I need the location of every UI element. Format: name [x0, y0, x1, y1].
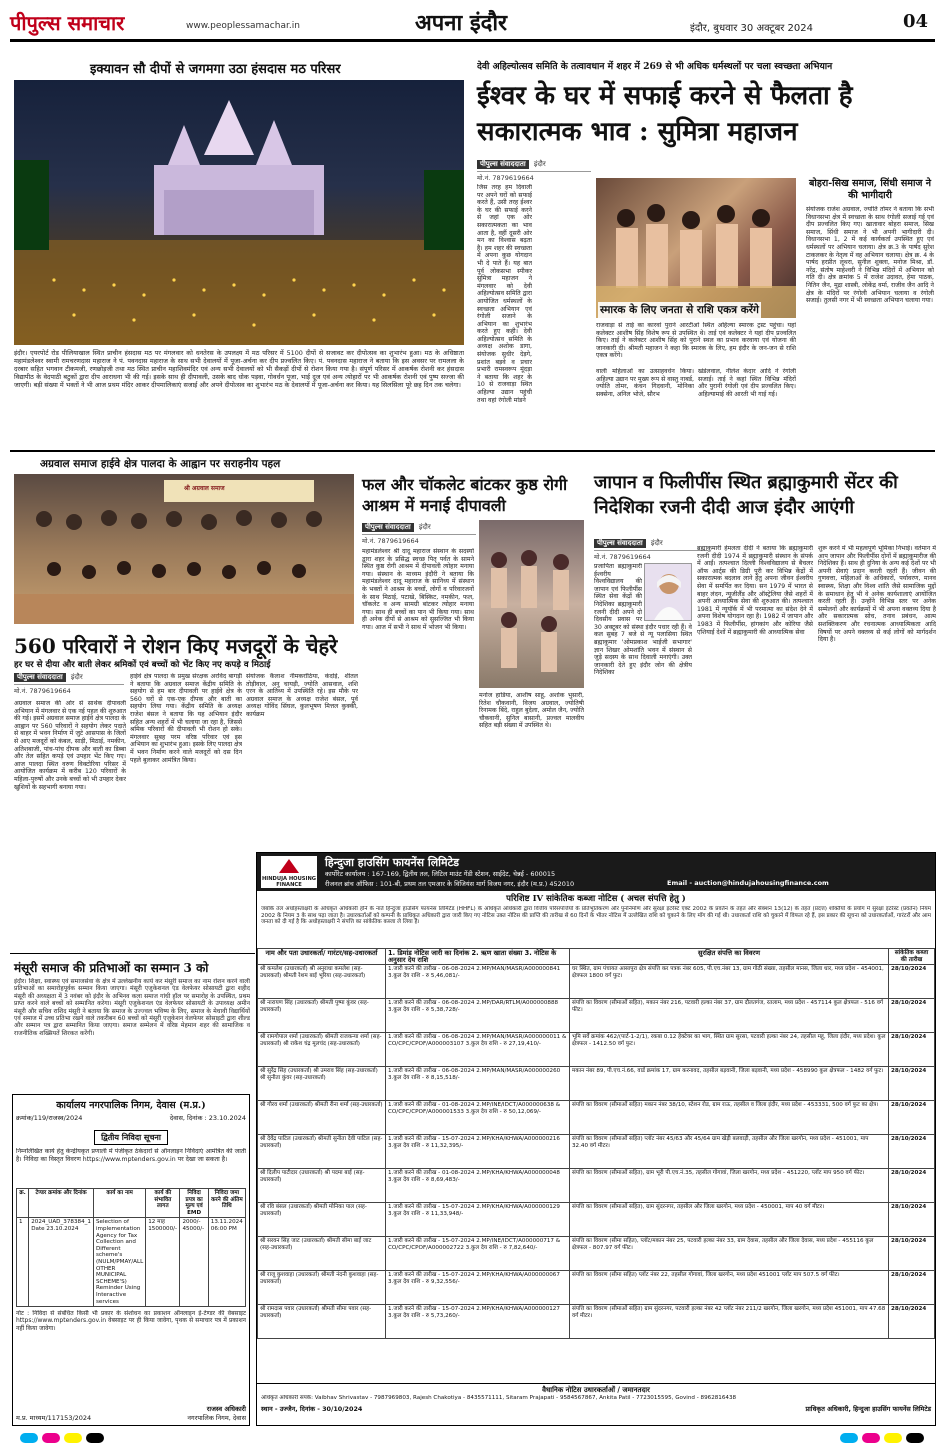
- notice-footer: [257, 1383, 935, 1425]
- agrawal-photo: [14, 474, 354, 624]
- temple-illustration: [14, 80, 464, 345]
- dateline: इंदौर, बुधवार 30 अक्टूबर 2024: [690, 23, 813, 34]
- notice-loan: 1.जारी करने की तारीख - 15-07-2024 2.MP/INE/IDCT/A000000717 & CO/CPC/CPOF/A000002722 3.कुल देय राशि - रु 7,82,640/-: [386, 1237, 570, 1271]
- byline-city: इंदौर: [533, 160, 546, 168]
- story3-kicker: अग्रवाल समाज हाईवे क्षेत्र पालदा के आह्वान पर सराहनीय पहल: [40, 458, 281, 470]
- tender-note: नोट : निविदा से संबंधित किसी भी प्रकार के संशोधन का प्रकाशन ऑनलाइन ई-टेण्डर की वेबसाइट https://www.mptenders.gov.in वेबसाइट पर ही किया जावेगा, पृथक से समाचार पत्र में प्रकाशन नहीं किया जावेगा।: [16, 1310, 246, 1332]
- tender-th: कार्य की संभावित लागत: [146, 1189, 180, 1218]
- tender-cell: 2024_UAD_378384_1 Date 23.10.2024: [29, 1218, 94, 1307]
- notice-reg-office: कार्पोरेट कार्यालय : 167-169, द्वितीय तल, लिटिल माउंट गेंडी स्टेशन, साईदेट, चेन्नई - 600015: [325, 870, 556, 878]
- table-row: [258, 1067, 935, 1101]
- story5-col2: ब्रह्माकुमारी हेमलता दीदी ने बताया कि ब्रह्माकुमारी रजनी दीदी 1974 में ब्रह्माकुमारी संस्थान के संपर्क में आईं। तत्पश्चात दिल्ली विश्वविद्यालय से बैचलर ऑफ आर्ट्स की डिग्री पूरी कर विभिन्न केंद्रों में सकारात्मक बदलाव लाने हेतु अपना जीवन ईश्वरीय सेवा में समर्पित कर दिया। सन 1979 में भारत से बाहर लंदन, न्यूजीलैंड और ऑस्ट्रेलिया जैसे शहरों में अपनी आध्यात्मिक सेवा की शुरुआत की। तत्पश्चात 1981 में न्यूयॉर्क में भी परमात्मा का संदेश देने में अपना विशेष योगदान रहा है। 1982 में जापान और 1983 में फिलीपींस, हांगकांग और कोरिया जैसे एशियाई देशों में ब्रह्माकुमारी की आध्यात्मिक सेवा: [697, 545, 813, 636]
- table-row: [258, 965, 935, 999]
- notice-loan: 1.जारी करने की तारीख - 01-08-2024 2.MP/KHA/KHWA/A000000048 3.कुल देय राशि - रु 8,69,483/-: [386, 1169, 570, 1203]
- story2-headline: ईश्वर के घर में सफाई करने से फैलता है सकारात्मक भाव : सुमित्रा महाजन: [477, 81, 853, 147]
- notice-loan: 1.जारी करने की तारीख - 15-07-2024 2.MP/KHA/KHWA/A000000216 3.कुल देय राशि - रु 11,32,395/-: [386, 1135, 570, 1169]
- notice-date: 28/10/2024: [889, 1033, 935, 1067]
- story2-byline: [477, 160, 591, 182]
- crowd-illustration: [596, 178, 796, 318]
- byline-tag: पीपुल्स संवाददाता: [477, 160, 529, 169]
- notice-email[interactable]: Email - auction@hindujahousingfinance.com: [667, 879, 829, 887]
- tender-footer: [16, 1404, 246, 1422]
- story5-byline: [594, 539, 708, 561]
- hinduja-logo: [261, 856, 317, 888]
- notice-names: श्री रामगोपाल शर्मा (उधारकर्ता) श्रीमती राजकन्या शर्मा (सह-उधारकर्ता) श्री राकेश चंद्र मूलचंद (सह-उधारकर्ता): [258, 1033, 386, 1067]
- notice-footer-label: वैधानिक नोटिस उधारकर्ताओं / जमानतदार: [542, 1385, 650, 1394]
- tender-th: निविदा प्रपत्र का मूल्य एवं EMD: [180, 1189, 208, 1218]
- notice-footer-row: [261, 1404, 931, 1413]
- group-illustration: [14, 474, 354, 624]
- tender-ref-date: देवास, दिनांक : 23.10.2024: [169, 1114, 246, 1122]
- notice-date: 28/10/2024: [889, 1169, 935, 1203]
- story5-col3: शुरू करने में भी महत्वपूर्ण भूमिका निभाई। वर्तमान में आप जापान और फिलीपींस दोनों में ब्रह्माकुमारीज की निदेशिका हैं। साथ ही दुनिया के अन्य कई देशों पर भी अपनी सेवाएं प्रदान करती रहती हैं। जीवन की गुणवत्ता, महिलाओं के अधिकारों, पर्यावरण, मानव स्वास्थ्य, शिक्षा और विश्व शांति जैसे सामाजिक मुद्दों के समाधान हेतु भी वे अनेक कार्यशालाएं आयोजित करती रहती हैं। उन्होंने विभिन्न स्तर पर अनेक सम्मेलनों और कार्यक्रमों में भी अपना वक्तव्य दिया है और सकारात्मक सोच, तनाव प्रबंधन, आत्म सशक्तिकरण और रचनात्मक आध्यात्मिकता आदि विषयों पर अपने वक्तव्य से कई लोगों को मार्गदर्शन दिया है।: [818, 545, 936, 644]
- magenta-mark: [862, 1433, 880, 1443]
- notice-property: संपत्ति का विवरण (सीमाओं सहित), ग्राम सुंदरनगर, तहसील और जिला खरगोन, मध्य प्रदेश - 450001, माप 40 वर्ग मीटर।: [570, 1203, 889, 1237]
- temple-photo: [14, 80, 464, 345]
- table-row: [258, 1305, 935, 1339]
- table-row: [258, 1033, 935, 1067]
- table-row: [258, 1237, 935, 1271]
- masthead-rule: [10, 39, 935, 42]
- story5-headline: जापान व फिलीपींस स्थित ब्रह्माकुमारी सेंटर की निदेशिका रजनी दीदी आज इंदौर आएंगी: [594, 472, 898, 518]
- tender-th: निविदा जमा करने की अंतिम तिथि: [208, 1189, 245, 1218]
- cyan-mark: [840, 1433, 858, 1443]
- byline-city: इंदौर: [418, 523, 431, 531]
- notice-property: संपत्ति का विवरण (सीमा सहित) प्लॉट नंबर 22, तहसील गोगावां, जिला खरगोन, मध्य प्रदेश 451001 प्लॉट माप 507.5 वर्ग फीट।: [570, 1271, 889, 1305]
- story4-headline: फल और चॉकलेट बांटकर कुष्ठ रोगी आश्रम में मनाई दीपावली: [362, 475, 568, 515]
- story3-col1: अग्रवाल समाज की ओर से सार्थक दीपावली अभियान में मंगलवार से एक नई पहल की शुरुआत की गई। इसमें अग्रवाल समाज हाईवे क्षेत्र पालदा के आह्वान पर 560 परिवारों ने सहयोग लेकर पदाते से बाहर में भवन निर्माण में जुटे आसपास के जिलों से आए मजदूरों को कंबल, साड़ी, मिठाई, नमकीन, अतिशबाजी, पांच-पांच दीपक और बाती का डिब्बा और तेल सहित कपड़े एवं उपहार भेंट किए गए। आज पालदा स्थित वरुण विक्टोरिया परिसर में आयोजित कार्यक्रम में करीब 120 परिवारों के महिला-पुरुषों और उनके बच्चों को भी उपहार देकर खुशियों के सहभागी बनाया गया।: [14, 700, 126, 791]
- byline-mobile: मो.नं. 7879619664: [14, 684, 124, 695]
- notice-property: संपत्ति का विवरण (सीमाओं सहित) प्लॉट नंबर 45/63 और 45/64 ग्राम खेड़ी बलवाड़ी, तहसील और जिला खरगोन, मध्य प्रदेश - 451001, माप 32.40 वर्ग मीटर।: [570, 1135, 889, 1169]
- notice-property: संपत्ति का विवरण (सीमाओं सहित) ग्राम सुंदरनगर, पटवारी हल्का नंबर 42 प्लॉट नंबर 211/2 खरगोन, जिला खरगोन, मध्य प्रदेश 451001, माप 47.68 वर्ग मीटर।: [570, 1305, 889, 1339]
- notice-th: नाम और पता उधारकर्ता/ गारंटर/सह-उधारकर्ता: [258, 949, 386, 965]
- tender-row: [17, 1218, 246, 1307]
- notice-company: हिन्दुजा हाउसिंग फायनेंस लिमिटेड: [325, 856, 460, 869]
- notice-names: श्री कमलेश (उधारकर्ता) श्री अनुराधा कमलेश (सह-उधारकर्ता) श्रीमती रेशम बाई भूरिया (सह-उधारकर्ता): [258, 965, 386, 999]
- tender-ref-no: क्रमांक/119/राजस्व/2024: [16, 1114, 83, 1122]
- story4-byline: [362, 523, 476, 545]
- table-row: [258, 1135, 935, 1169]
- notice-names: श्री राजू कुशवाहा (उधारकर्ता) श्रीमती नंदनी कुशवाहा (सह-उधारकर्ता): [258, 1271, 386, 1305]
- story6-headline: मंसूरी समाज की प्रतिभाओं का सम्मान 3 को: [14, 961, 209, 975]
- story2-col4: खंडेलवाल, नीलेश केदार आदि ने रंगोली सजाई। ताई ने कहां स्थित विभिन्न मंदिरों और पुरानी रंगोली एवं दीप प्रज्वलित किए। अहिल्यामाई की आरती भी गाई गई।: [698, 368, 796, 398]
- sidebar-body: संयोजक राजेश अग्रवाल, ज्योति तोमर ने बताया कि सभी विधानसभा क्षेत्र में स्वच्छता के साथ रंगोली सजाई गई एवं दीप प्रज्वलित किए गए। खातावार बोहरा समाज, सिख समाज, सिंधी समाज ने भी अपनी भागीदारी दी। विधानसभा 1, 2 में कई कार्यकर्ता उपस्थित हुए एवं धर्मस्थलों पर अभियान चलाया। क्षेत्र क्र.3 के पार्षद सुरेश टाकलकर के नेतृत्व में वह अभियान चलाया। क्षेत्र क्र. 4 के पार्षद हरप्रीत लूथरा, सुनील शुक्ला, मनोज मिश्रा, डॉ. नरेंद्र, संतोष माहेश्वरी ने विभिन्न मंदिरों में अभियान को गति दी। क्षेत्र क्रमांक 5 में राजेश उदावत, हेमा पाठक, नितिन जैन, मुद्रा शास्त्री, लोकेंद्र वर्मा, राजीव जैन आदि ने क्षेत्र के मंदिरों पर रंगोली अभियान चलाया व रंगोली सजाई। तुलसी नगर में भी स्वच्छता अभियान चलाया गया।: [806, 206, 934, 305]
- sidebar-heading: बोहरा-सिख समाज, सिंधी समाज ने की भागीदारी: [808, 178, 932, 201]
- notice-names: श्री रामदास पवार (उधारकर्ता) श्रीमती सीमा पवार (सह-उधारकर्ता): [258, 1305, 386, 1339]
- notice-title: परिशिष्ट IV सांकेतिक कब्जा नोटिस ( अचल संपत्ति हेतु ): [506, 894, 686, 904]
- tender-table: [16, 1188, 246, 1307]
- hinduja-notice: [256, 852, 936, 1426]
- tender-th: क्र.: [17, 1189, 29, 1218]
- tender-title-wrap: [16, 1125, 246, 1145]
- notice-names: श्री सुरेंद्र सिंह (उधारकर्ता) श्री उमराव सिंह (सह-उधारकर्ता) श्री सुनीता कुंवर (सह-उधारकर्ता): [258, 1067, 386, 1101]
- notice-date: 28/10/2024: [889, 1067, 935, 1101]
- magenta-mark: [42, 1433, 60, 1443]
- story2-col1: जिस तरह हम दिवाली पर अपने घरों को सफाई करते हैं, उसी तरह ईश्वर के घर की सफाई करने से जहां एक ओर सकारात्मकता का भाव आता है, वहीं दूसरी ओर मन का विश्वास बढ़ता है। हम शहर की स्वच्छता में अपना कुछ योगदान भी दे पाते हैं। यह बात पूर्व लोकसभा स्पीकर सुमित्रा महाजन ने मंगलवार को देवी अहिल्योत्सव समिति द्वारा आयोजित धर्मस्थलों के स्वच्छता अभियान एवं रंगोली सजाने के अभियान का शुभारंभ करते हुए कही। देवी अहिल्योत्सव समिति के अध्यक्ष अशोक डागा, संयोजक सुधीर देड़गे, प्रशांत बड़वे व प्रचार प्रभारी रामस्वरूप मूंदड़ा ने बताया कि शहर के 10 से राजवाड़ा स्थित अहिल्या उद्यान पहुंची तथा वहां रंगोली मांडने: [477, 184, 532, 404]
- story2-kicker: देवी अहिल्योत्सव समिति के तत्वावधान में शहर में 269 से भी अधिक धर्मस्थलों पर चला स्वच्छता अभियान: [477, 61, 833, 72]
- tender-org: कार्यालय नगरपालिक निगम, देवास (म.प्र.): [56, 1100, 206, 1111]
- website[interactable]: www.peoplessamachar.in: [186, 21, 300, 31]
- story2-col1b: [536, 184, 591, 444]
- yellow-mark: [884, 1433, 902, 1443]
- notice-loan: 1.जारी करने की तारीख - 06-08-2024 2.MP/DAR/RTLM/A000000888 3.कुल देय राशि - रु 5,38,728/-: [386, 999, 570, 1033]
- section-title: अपना इंदौर: [415, 10, 508, 36]
- story5-col1-text: प्रजापिता ब्रह्माकुमारी ईश्वरीय विश्वविद्यालय की जापान एवं फिलीपींस स्थित सेवा केंद्रों की निदेशिका ब्रह्माकुमारी रजनी दीदी अपने दो दिवसीय प्रवास पर 30 अक्टूबर को संस्था इंदौर पधार रही हैं। वे कल सुबह 7 बजे से न्यू पलासिया स्थित ब्रह्माकुमार 'ओमप्रकाश भाईजी सभागार' ज्ञान शिखर ओमशांति भवन में संस्थान से जुड़े सदस्य के साथ दिवाली मनाएंगी। उक्त जानकारी देते हुए इंदौर जोन की क्षेत्रीय निदेशिका: [594, 563, 692, 677]
- notice-date: 28/10/2024: [889, 999, 935, 1033]
- tender-footer-ref: म.प्र. माध्यम/117153/2024: [16, 1414, 92, 1422]
- notice-property: मकान नंबर 89, पी.एच.नं.66, वार्ड क्रमांक 17, ग्राम करनावद, तहसील बड़वानी, जिला बड़वानी, मध्य प्रदेश - 458990 कुल क्षेत्रफल - 1482 वर्ग फुट।: [570, 1067, 889, 1101]
- notice-date: 28/10/2024: [889, 1305, 935, 1339]
- table-row: [258, 999, 935, 1033]
- notice-branch-office: रीजनल ब्रांच ऑफिस : 101-बी, प्रथम तल एमआर के विजियंस मार्ग विजय नगर, इंदौर (म.प्र.) 452010: [325, 880, 575, 888]
- byline-tag: पीपुल्स संवाददाता: [362, 523, 414, 532]
- notice-names: श्री दिलीप पाटीदार (उधारकर्ता) श्री पदमा बाई (सह-उधारकर्ता): [258, 1169, 386, 1203]
- masthead: [10, 5, 935, 43]
- ashram-photo: [479, 520, 584, 688]
- notice-date: 28/10/2024: [889, 1203, 935, 1237]
- notice-names: श्री देवेंद्र पाटिल (उधारकर्ता) श्रीमती सुनीता देवी पाटिल (सह-उधारकर्ता): [258, 1135, 386, 1169]
- notice-property: संपत्ति का विवरण (सीमाओं सहित), मकान नंबर 216, पटवारी हल्का नंबर 37, ग्राम दौलतगंज, रतलाम, मध्य प्रदेश - 457114 कुल क्षेत्रफल - 516 वर्ग फीट।: [570, 999, 889, 1033]
- notice-property: घर स्थित, ग्राम पंचायत आसापुरा क्षेत्र संपत्ति कर पत्रक नंबर 605, पी.एच.नंबर 13, ग्राम गोठी संख्या, तहसील मानस, जिला धार, मध्य प्रदेश - 454001, क्षेत्रफल 1800 वर्ग फुट।: [570, 965, 889, 999]
- notice-place: स्थान - उज्जैन, दिनांक - 30/10/2024: [261, 1404, 363, 1413]
- story1-headline: इक्यावन सौ दीपों से जगमगा उठा हंसदास मठ परिसर: [90, 62, 341, 77]
- notice-date: 28/10/2024: [889, 1271, 935, 1305]
- notice-names: श्री नारायण सिंह (उधारकर्ता) श्रीमती पुष्पा कुंवर (सह-उधारकर्ता): [258, 999, 386, 1033]
- notice-date: 28/10/2024: [889, 1101, 935, 1135]
- tender-cell: 2000/- 45000/-: [180, 1218, 208, 1307]
- story3-col3: संयोजक कैलाश नीमकरोठिया, कंदोई, शीतल तोड़ीवाल, अनु चायड़ी, ज्योति आसवाल, शशि एरन के आतिथ्य में उपस्थिति रहे। इस मौके पर अग्रवाल समाज के अध्यक्ष राजेश बंसल, पूर्व अध्यक्ष गोविंद सिंघल, कुलभूषण मित्तल कुक्की, कार्यक्रम: [246, 673, 358, 718]
- notice-intro: जबकि तल अधोहस्ताक्षरी के अधिकृत अधिकारी होने के नाते हिन्दुजा हाउसिंग फायनेंस लिमिटेड (HHFL) के अधिकृत अधिकारी द्वारा वित्तीय परिसंपत्तियों के प्रतिभूतिकरण और पुनर्निर्माण और सुरक्षा इंटरेस्ट एक्ट 2002 के प्रवर्तन के तहत और सेक्शन 13(12) के तहत (प्रदत्त) शक्तियों के प्रयोग में सुरक्षा इंटरेस्ट (प्रवर्तन) नियम 2002 के नियम 3 के साथ पढ़ा जाता है। उधारकर्ताओं को कम्पनी के प्राधिकृत अधिकारी द्वारा जारी किए गए नोटिस उक्त नोटिस की प्राप्ति की तारीख से 60 दिनों के भीतर नोटिस में उल्लेखित राशि को चुकाने के लिए माँग की गई थी। उधारकर्ता राशि को चुकाने में विफल रहे हैं, इस प्रकार की सूचना को उधारकर्ताओं, गारंटरों और आम जनता को दी गई है कि अधोहस्ताक्षरी ने संपत्ति का सांकेतिक कब्जा ले लिया है।: [261, 906, 931, 926]
- black-mark: [86, 1433, 104, 1443]
- story3-headline: 560 परिवारों ने रोशन किए मजदूरों के चेहरे: [14, 634, 338, 658]
- tender-cell: 13.11.2024 06:00 PM: [208, 1218, 245, 1307]
- table-row: [258, 1101, 935, 1135]
- tender-body: निम्नलिखित कार्य हेतु केन्द्रीयकृत प्रणाली में पंजीकृत ठेकेदारों से ऑनलाइन निविदाएं आमंत्रित की जाती है। निविदा का विस्तृत विवरण https://www.mptenders.gov.in पर देखा जा सकता है।: [16, 1148, 246, 1163]
- story6-body: इंदौर। शिक्षा, स्वास्थ्य एवं समाजसेवा के क्षेत्र में उल्लेखनीय कार्य कर मंसूरी समाज का नाम रोशन करने वाली प्रतिभाओं का समारोहपूर्वक सम्मान किया जाएगा। मंसूरी एजुकेशनल एंड वेलफेयर सोसायटी द्वारा शहीद मंसूरी की अध्यक्षता में 3 नवंबर को इंदौर के अभिनव कला समाज गांधी हॉल पर समारोह के उपस्थित, प्रथम प्राप्त करने वाले बच्चों को सम्मानित करेगा। मंसूरी एजुकेशनल एंड वेलफेयर सोसायटी के उपाध्यक्ष अमीन मंसूरी और सचिव राशिद मंसूरी ने बताया कि समाज के उज्ज्वल भविष्य के लिए, समाज के मेधावी विद्यार्थियों एवं समाज में उच्च प्रतिभा रखने वाले तकरीबन 60 बच्चों को मंसूरी एजुकेशन वेलफेयर सोसाइटी द्वारा शील्ड और सम्मान पत्र द्वारा सम्मानित किया जाएगा। समाज सम्मेलन में वरिष्ठ मेहमान शहर की सामाजिक व राजनीतिक शख्सियतें शिरकत करेंगी।: [14, 978, 250, 1037]
- notice-loan: 1.जारी करने की तारीख - 06-08-2024 2.MP/MAN/MASR/A000000011 & CO/CPC/CPOF/A000003107 3.कुल देय राशि - रु 27,19,410/-: [386, 1033, 570, 1067]
- notice-date: 28/10/2024: [889, 1135, 935, 1169]
- notice-property: संपत्ति का विवरण (सीमा सहित), प्लॉट/मकान नंबर 25, पटवारी हल्का नंबर 33, ग्राम देवास, तहसील और जिला देवास, मध्य प्रदेश - 455116 कुल क्षेत्रफल - 807.97 वर्ग फीट।: [570, 1237, 889, 1271]
- photo-banner: श्री अग्रवाल समाज: [184, 485, 225, 492]
- notice-loan: 1.जारी करने की तारीख - 15-07-2024 2.MP/KHA/KHWA/A000000129 3.कुल देय राशि - रु 11,33,948/-: [386, 1203, 570, 1237]
- table-row: [258, 1169, 935, 1203]
- photo-caption: स्मारक के लिए जनता से राशि एकत्र करेंगे: [600, 304, 759, 316]
- notice-th: 1. डिमांड नोटिस जारी का दिनांक 2. ऋण खाता संख्या 3. नोटिस के अनुसार देय राशि: [386, 949, 570, 965]
- notice-date: 28/10/2024: [889, 965, 935, 999]
- table-row: [258, 1271, 935, 1305]
- notice-loan: 1.जारी करने की तारीख - 15-07-2024 2.MP/KHA/KHWA/A000000127 3.कुल देय राशि - रु 5,73,260/-: [386, 1305, 570, 1339]
- tender-th: टेण्डर क्रमांक और दिनांक: [29, 1189, 94, 1218]
- story3-subhead: हर घर से दीया और बाती लेकर श्रमिकों एवं बच्चों को भेंट किए नए कपड़े व मिठाई: [14, 660, 271, 670]
- tender-cell: 12 माह 1500000/-: [146, 1218, 180, 1307]
- section-rule: [10, 450, 935, 452]
- byline-tag: पीपुल्स संवाददाता: [594, 539, 646, 548]
- cyan-mark: [20, 1433, 38, 1443]
- story3-byline: [14, 673, 124, 695]
- table-row: [258, 1203, 935, 1237]
- tender-ref-row: [16, 1113, 246, 1122]
- tender-th: कार्य का नाम: [94, 1189, 146, 1218]
- notice-table: [257, 948, 935, 1339]
- notice-loan: 1.जारी करने की तारीख - 01-08-2024 2.MP/INE/IDCT/A000000638 & CO/CPC/CPOF/A000001533 3.कुल देय राशि - रु 50,12,069/-: [386, 1101, 570, 1135]
- byline-mobile: मो.नं. 7879619664: [362, 534, 476, 545]
- tender-cell: Selection of implementation Agency for Tax Collection and Different scheme's (NULM/PMAY/ALL OTHER MUNICIPAL SCHEME'S) Reminder Using Interactive services: [94, 1218, 146, 1307]
- story4-col2: मनोज हाडिया, आशीष साहू, अशोक भुसारी, रितेश चौकवानी, विजय अग्रवाल, ज्योतिषी रिनामक बिंदे, राहुल बुदेला, अमोल जैन, ज्योति चौकवानी, सुनिल बासानी, प्रज्वल मालवीय सहित बड़ी संख्या में उपस्थित थे।: [479, 692, 584, 730]
- notice-loan: 1.जारी करने की तारीख - 06-08-2024 2.MP/MAN/MASR/A000000260 3.कुल देय राशि - रु 8,15,518/-: [386, 1067, 570, 1101]
- story4-col1: महामंडलेश्वर श्री दादू महाराज संस्थान के सदस्यों द्वारा शहर के प्रसिद्ध स्वच्छ पितृ पर्वत के सामने स्थित कुष्ठ रोगी आश्रम में दीपावली त्योहार मनाया गया। संस्थान के माध्यम इंदौरी ने बताया कि महामंडलेश्वर दादू महाराज के सानिध्य में संस्थान के भक्तों ने आश्रम के बच्चों, लोगों व परिवारजनों के साथ मिठाई, पटाखे, बिस्किट, नमकीन, फल, चॉकलेट व अन्य सामग्री बांटकर त्योहार मनाया गया। साथ ही बच्चों का पान भी किया गया। साथ ही अनेक दीपों से आश्रम को सुसज्जित भी किया गया। आज में सभी ने साथ में भोजन भी किया।: [362, 548, 474, 631]
- notice-signatory: प्राधिकृत अधिकारी, हिन्दुजा हाउसिंग फायनेंस लिमिटेड: [805, 1404, 931, 1413]
- notice-names: श्री सरवन सिंह जाट (उधारकर्ता) श्रीमती सीमा बाई जाट (सह-उधारकर्ता): [258, 1237, 386, 1271]
- notice-footer-contacts: अधिकृत अधिकारी संपर्क: Vaibhav Shrivastav - 7987969803, Rajesh Chakotiya - 8435571111, Sitaram Prajapati - 9584567867, Ankita Patil - 7723015595, Govind - 8962816438: [261, 1395, 737, 1401]
- byline-mobile: मो.नं. 7879619664: [594, 550, 708, 561]
- tender-signatory-org: नगरपालिक निगम, देवास: [187, 1414, 246, 1422]
- tender-cell: 1: [17, 1218, 29, 1307]
- byline-city: इंदौर: [70, 673, 83, 681]
- tender-notice: [12, 1094, 250, 1426]
- story2-col2: राजवाड़ा से ताई का कारवां पुराने आरटीओ स्थित अहिल्या स्मारक ट्रस्ट पहुंचा। यहां कलेक्टर आशीष सिंह विशेष रूप से उपस्थित थे। ताई एवं कलेक्टर ने यहां दीप प्रज्वलित किए। ताई ने कलेक्टर आशीष सिंह को पुराने स्थल का प्रभाव करवाया एवं योजना की जानकारी दी। श्रीमती महाजन ने कहा कि स्मारक के लिए, हम इंदौर के जन-जन से राशि एकत्र करेंगे।: [596, 322, 796, 360]
- notice-table-body: [258, 965, 935, 1339]
- mahajan-photo: [596, 178, 796, 318]
- story2-col3: वाली महिलाओं का उत्साहवर्धन किया। अहिल्या उद्यान पर मुख्य रूप से वास्तु नाबर्ड, ज्योति तोमर, कंचन गिदवानी, मोनिका सक्सेना, अनिल भोजे, सौरभ: [596, 368, 694, 398]
- logo-text: HINDUJA HOUSING FINANCE: [261, 876, 317, 888]
- tender-footer-row: [16, 1413, 246, 1422]
- notice-header-row: [258, 949, 935, 965]
- byline-tag: पीपुल्स संवाददाता: [14, 673, 66, 682]
- notice-loan: 1.जारी करने की तारीख - 15-07-2024 2.MP/KHA/KHWA/A000000067 3.कुल देय राशि - रु 9,32,556/-: [386, 1271, 570, 1305]
- tender-title: द्वितीय निविदा सूचना: [94, 1130, 168, 1145]
- notice-property: संपत्ति का विवरण (सीमाओं सहित) मकान नंबर 38/10, स्टेशन रोड, ग्राम राऊ, तहसील व जिला इंदौर, मध्य प्रदेश - 453331, 500 वर्ग फुट का क्षेत्र।: [570, 1101, 889, 1135]
- notice-names: श्री रवि बंसल (उधारकर्ता) श्रीमती मोनिका पाल (सह-उधारकर्ता): [258, 1203, 386, 1237]
- byline-mobile: मो.नं. 7879619664: [477, 171, 591, 182]
- tender-signatory: राजस्व अधिकारी: [206, 1405, 246, 1413]
- notice-date: 28/10/2024: [889, 1237, 935, 1271]
- yellow-mark: [64, 1433, 82, 1443]
- notice-loan: 1.जारी करने की तारीख - 06-08-2024 2.MP/MAN/MASR/A000000841 3.कुल देय राशि - रु 5,46,081/-: [386, 965, 570, 999]
- story3-col2: हाईवे क्षेत्र पालदा के प्रमुख संरक्षक अरविंद बागड़ी ने बताया कि अग्रवाल समाज केंद्रीय समिति के सहयोग से हम बार दीपावली पर हाईवे क्षेत्र के 560 घरों से एक-एक दीपक और बाती का सहयोग लिया गया। केंद्रीय समिति के अध्यक्ष राजेश बंसल ने बताया कि यह अभियान इंदौर सहित अन्य शहरों में भी चलाया जा रहा है, जिससे श्रमिक परिवारों की दीपावली भी रोशन हो सके। मंगलवार सुबह परम वरिष्ठ परिवार एवं इस अभियान का शुभारंभ हुआ। इसके लिए पालदा क्षेत्र में भवन निर्माण करने वाले मजदूरों को दस दिन पहले बुलाकर आमंत्रित किया।: [130, 673, 242, 764]
- notice-th: सांकेतिक कब्जा की तारीख: [889, 949, 935, 965]
- ashram-illustration: [479, 520, 584, 688]
- black-mark: [906, 1433, 924, 1443]
- story1-body: इंदौर। एयरपोर्ट रोड पीलियाखाल स्थित प्राचीन हंसदास मठ पर मंगलवार को धनतेरस के उपलक्ष्य में मठ परिसर में 5100 दीपों से सजावट कर दीपोत्सव का शुभारंभ हुआ। मठ के अधिष्ठाता महामंडलेश्वर स्वामी रामचरणदास महाराज ने पं. पवनदास महाराज के साथ सभी देवालयों में पूजा-अर्चना कर दीप प्रज्वलित किए। पं. पवनदास महाराज ने बताया कि इस अवसर पर रामलला के दरबार सहित भगवान टीकमजी, रणछोड़जी तथा मठ स्थित प्राचीन महाशिवमंदिर एवं अन्य सभी देवालयों को भी सैकड़ों दीपों से रोशन किया गया है। संपूर्ण परिसर में आकर्षक रोशनी कर हंसदास विद्यापीठ के वेदपाठी बटुकों द्वारा दीप आराधना भी की गई। इसके साथ ही दीपावली, उसके बाद धोक पड़वा, गोवर्धन पूजा, भाई दूज एवं अन्य त्योहारों पर भी आकर्षक रोशनी एवं पुष्प सज्जा की जाएगी। बड़ी संख्या में भक्तों ने भी आज प्रथम मंदिर आकर दीपमालिकाएं सजाई और अपने दीपोत्सव का शुभारंभ मठ के देवालयों में पूजा-अर्चना कर किया। यह सिलसिला पूरे छह दिन तक चलेगा।: [14, 349, 464, 389]
- byline-city: इंदौर: [650, 539, 663, 547]
- notice-th: सुरक्षित संपत्ति का विवरण: [570, 949, 889, 965]
- tender-header-row: [17, 1189, 246, 1218]
- notice-names: श्री गौरव शर्मा (उधारकर्ता) श्रीमती रीना शर्मा (सह-उधारकर्ता): [258, 1101, 386, 1135]
- hinduja-logo-mark-icon: [279, 859, 299, 873]
- newspaper-logo: पीपुल्स समाचार: [10, 11, 125, 35]
- notice-header: [257, 853, 935, 891]
- story6-rule: [10, 953, 255, 954]
- notice-property: भूमि सर्वे क्रमांक 462/(पार्ट-1-2/1), रकबा 0.12 हेक्टेयर का भाग, स्थित ग्राम सुरसा, पटवारी हल्का नंबर 24, तहसील महू, जिला इंदौर, मध्य प्रदेश। कुल क्षेत्रफल - 1412.50 वर्ग फुट।: [570, 1033, 889, 1067]
- page-number: 04: [903, 11, 929, 32]
- float-spacer: [642, 563, 692, 623]
- story5-col1: [594, 563, 692, 843]
- notice-property: संपत्ति का विवरण (सीमाओं सहित), ग्राम भूरी पी.एच.नं.35, तहसील गोगावां, जिला खरगोन, मध्य प्रदेश - 451220, प्लॉट माप 950 वर्ग फीट।: [570, 1169, 889, 1203]
